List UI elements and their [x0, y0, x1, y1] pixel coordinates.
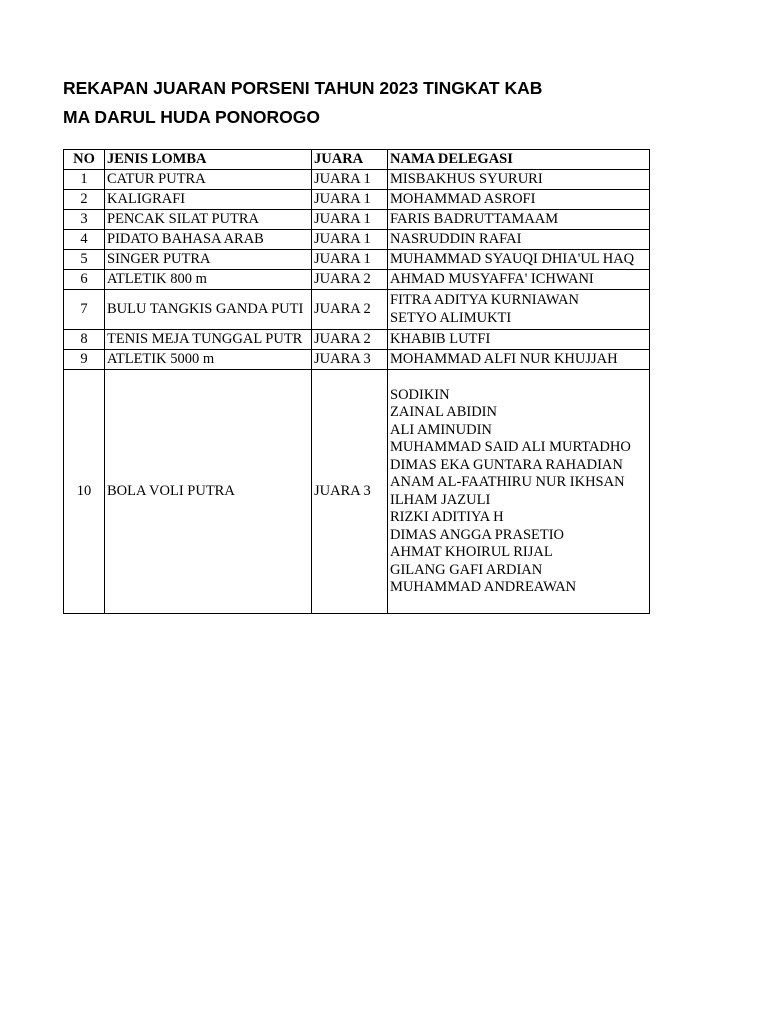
cell-nama-delegasi [388, 370, 650, 614]
delegate-name: NASRUDDIN RAFAI [390, 230, 522, 247]
document-title [63, 74, 649, 132]
cell-juara: JUARA 2 [312, 290, 388, 330]
table-row [64, 250, 650, 270]
cell-nama-delegasi [388, 190, 650, 210]
cell-juara: JUARA 3 [312, 350, 388, 370]
cell-nama-delegasi [388, 170, 650, 190]
cell-jenis-lomba: TENIS MEJA TUNGGAL PUTR [105, 330, 312, 350]
cell-jenis-lomba: BOLA VOLI PUTRA [105, 370, 312, 614]
cell-jenis-lomba: ATLETIK 800 m [105, 270, 312, 290]
cell-nama-delegasi [388, 230, 650, 250]
cell-jenis-lomba: ATLETIK 5000 m [105, 350, 312, 370]
cell-nama-delegasi [388, 290, 650, 330]
delegate-name: MISBAKHUS SYURURI [390, 170, 543, 187]
cell-no: 9 [64, 350, 105, 370]
cell-juara: JUARA 1 [312, 190, 388, 210]
delegate-name: ALI AMINUDIN [390, 421, 492, 438]
cell-jenis-lomba: CATUR PUTRA [105, 170, 312, 190]
table-row [64, 230, 650, 250]
cell-juara: JUARA 2 [312, 270, 388, 290]
delegate-name: GILANG GAFI ARDIAN [390, 561, 543, 578]
cell-no: 5 [64, 250, 105, 270]
delegate-name: MOHAMMAD ASROFI [390, 190, 536, 207]
cell-nama-delegasi [388, 350, 650, 370]
table-row [64, 190, 650, 210]
header-nama-delegasi: NAMA DELEGASI [388, 150, 650, 170]
cell-nama-delegasi [388, 250, 650, 270]
title-line-1: REKAPAN JUARAN PORSENI TAHUN 2023 TINGKAT KAB [63, 78, 543, 98]
cell-juara: JUARA 2 [312, 330, 388, 350]
table-row [64, 370, 650, 614]
delegate-name: FARIS BADRUTTAMAAM [390, 210, 559, 227]
cell-nama-delegasi [388, 210, 650, 230]
cell-jenis-lomba: BULU TANGKIS GANDA PUTI [105, 290, 312, 330]
table-row [64, 210, 650, 230]
delegate-name: SETYO ALIMUKTI [390, 309, 512, 326]
table-header-row [64, 150, 650, 170]
delegate-name: ZAINAL ABIDIN [390, 404, 497, 420]
cell-nama-delegasi [388, 330, 650, 350]
cell-no: 3 [64, 210, 105, 230]
table-row [64, 270, 650, 290]
cell-no: 10 [64, 370, 105, 614]
delegate-name: FITRA ADITYA KURNIAWAN [390, 292, 579, 308]
delegate-name: AHMAT KHOIRUL RIJAL [390, 544, 553, 560]
cell-no: 2 [64, 190, 105, 210]
cell-nama-delegasi [388, 270, 650, 290]
results-table [63, 149, 650, 614]
cell-no: 4 [64, 230, 105, 250]
delegate-name: DIMAS ANGGA PRASETIO [390, 526, 565, 543]
delegate-name: ILHAM JAZULI [390, 491, 491, 508]
delegate-name: DIMAS EKA GUNTARA RAHADIAN [390, 456, 623, 473]
cell-juara: JUARA 1 [312, 210, 388, 230]
cell-juara: JUARA 1 [312, 170, 388, 190]
delegate-name: KHABIB LUTFI [390, 330, 491, 347]
delegate-name: MUHAMMAD ANDREAWAN [390, 579, 577, 595]
cell-juara: JUARA 1 [312, 230, 388, 250]
table-row [64, 290, 650, 330]
cell-no: 8 [64, 330, 105, 350]
title-line-2: MA DARUL HUDA PONOROGO [63, 107, 320, 127]
delegate-name: ANAM AL-FAATHIRU NUR IKHSAN [390, 474, 625, 490]
cell-no: 6 [64, 270, 105, 290]
cell-juara: JUARA 1 [312, 250, 388, 270]
cell-juara: JUARA 3 [312, 370, 388, 614]
cell-jenis-lomba: PIDATO BAHASA ARAB [105, 230, 312, 250]
cell-jenis-lomba: PENCAK SILAT PUTRA [105, 210, 312, 230]
delegate-name: MUHAMMAD SAID ALI MURTADHO [390, 439, 631, 455]
delegate-name: SODIKIN [390, 386, 450, 403]
delegate-name: MUHAMMAD SYAUQI DHIA'UL HAQ [390, 250, 635, 267]
table-row [64, 330, 650, 350]
cell-jenis-lomba: KALIGRAFI [105, 190, 312, 210]
cell-jenis-lomba: SINGER PUTRA [105, 250, 312, 270]
header-juara: JUARA [312, 150, 388, 170]
table-row [64, 350, 650, 370]
delegate-name: AHMAD MUSYAFFA' ICHWANI [390, 270, 594, 287]
table-row [64, 170, 650, 190]
delegate-name: RIZKI ADITIYA H [390, 509, 504, 525]
delegate-name: MOHAMMAD ALFI NUR KHUJJAH [390, 350, 618, 367]
header-jenis-lomba: JENIS LOMBA [105, 150, 312, 170]
cell-no: 7 [64, 290, 105, 330]
table-body [64, 170, 650, 614]
header-no: NO [64, 150, 105, 170]
cell-no: 1 [64, 170, 105, 190]
